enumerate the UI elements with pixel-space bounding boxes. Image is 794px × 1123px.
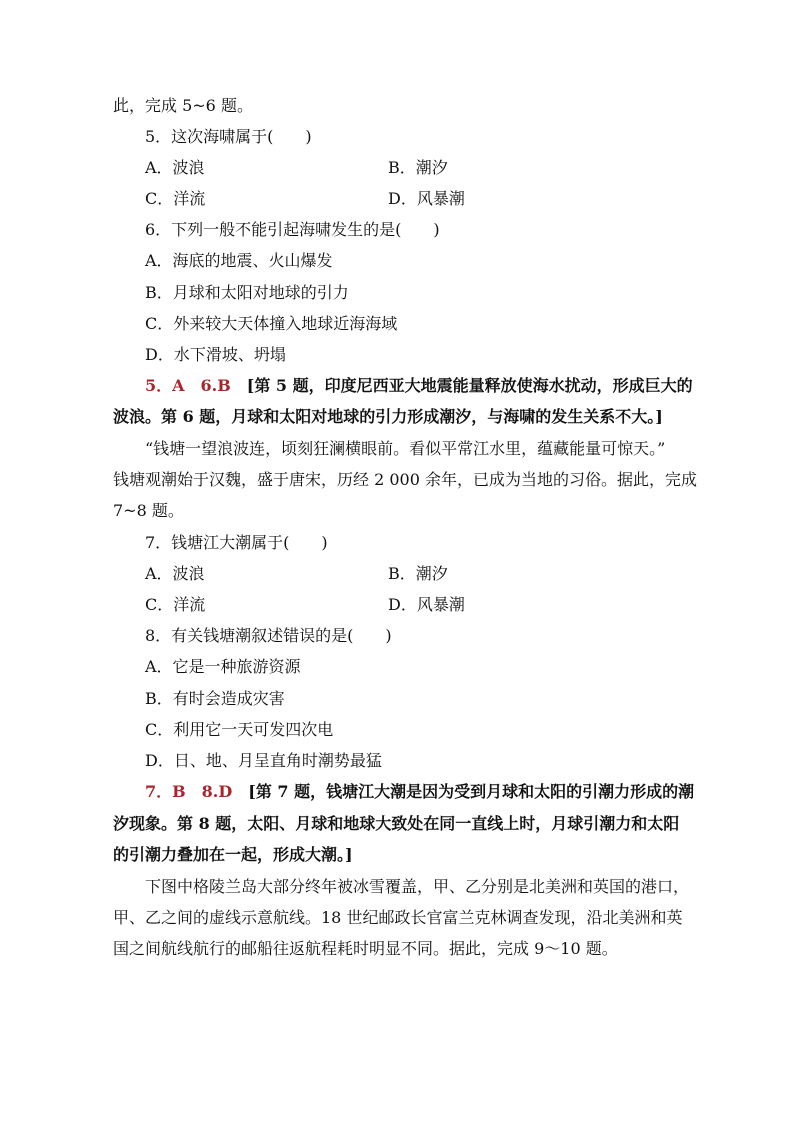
question-stem: 5．这次海啸属于( ) xyxy=(145,127,312,146)
answer-explanation: [第 7 题，钱塘江大潮是因为受到月球和太阳的引潮力形成的潮 xyxy=(232,782,695,801)
option-a: A．海底的地震、火山爆发 xyxy=(145,251,333,270)
option-c: C．外来较大天体撞入地球近海海域 xyxy=(145,314,398,333)
answer-explanation: [第 5 题，印度尼西亚大地震能量释放使海水扰动，形成巨大的 xyxy=(230,376,693,395)
answer-explanation: 的引潮力叠加在一起，形成大潮。] xyxy=(113,845,353,864)
passage-line: 7~8 题。 xyxy=(113,501,184,520)
answer-explanation: 汐现象。第 8 题，太阳、月球和地球大致处在同一直线上时，月球引潮力和太阳 xyxy=(113,814,680,833)
option-d: D．风暴潮 xyxy=(388,189,465,208)
passage-line: 国之间航线航行的邮船往返航程耗时明显不同。据此，完成 9～10 题。 xyxy=(113,939,618,958)
option-a: A．波浪 xyxy=(145,564,205,583)
option-c: C．利用它一天可发四次电 xyxy=(145,720,334,739)
passage-line: 钱塘观潮始于汉魏，盛于唐宋，历经 2 000 余年，已成为当地的习俗。据此，完成 xyxy=(113,470,697,489)
option-a: A．它是一种旅游资源 xyxy=(145,657,301,676)
option-b: B．潮汐 xyxy=(388,158,448,177)
option-d: D．日、地、月呈直角时潮势最猛 xyxy=(145,751,382,770)
option-b: B．月球和太阳对地球的引力 xyxy=(145,283,349,302)
option-b: B．有时会造成灾害 xyxy=(145,689,285,708)
passage-line: 甲、乙之间的虚线示意航线。18 世纪邮政长官富兰克林调查发现，沿北美洲和英 xyxy=(113,908,683,927)
option-d: D．风暴潮 xyxy=(388,595,465,614)
answer-key: 5．A 6.B xyxy=(145,376,231,395)
passage-line: 下图中格陵兰岛大部分终年被冰雪覆盖，甲、乙分别是北美洲和英国的港口， xyxy=(145,877,690,896)
answer-explanation: 波浪。第 6 题，月球和太阳对地球的引力形成潮汐，与海啸的发生关系不大。] xyxy=(113,407,663,426)
answer-key: 7．B 8.D xyxy=(145,782,233,801)
passage-line: “钱塘一望浪波连，顷刻狂澜横眼前。看似平常江水里，蕴藏能量可惊天。” xyxy=(145,439,666,458)
option-a: A．波浪 xyxy=(145,158,205,177)
question-stem: 6．下列一般不能引起海啸发生的是( ) xyxy=(145,220,440,239)
option-c: C．洋流 xyxy=(145,189,206,208)
option-c: C．洋流 xyxy=(145,595,206,614)
question-stem: 7．钱塘江大潮属于( ) xyxy=(145,533,328,552)
question-stem: 8．有关钱塘潮叙述错误的是( ) xyxy=(145,626,392,645)
option-d: D．水下滑坡、坍塌 xyxy=(145,345,286,364)
option-b: B．潮汐 xyxy=(388,564,448,583)
intro-tail: 此，完成 5~6 题。 xyxy=(113,96,253,115)
